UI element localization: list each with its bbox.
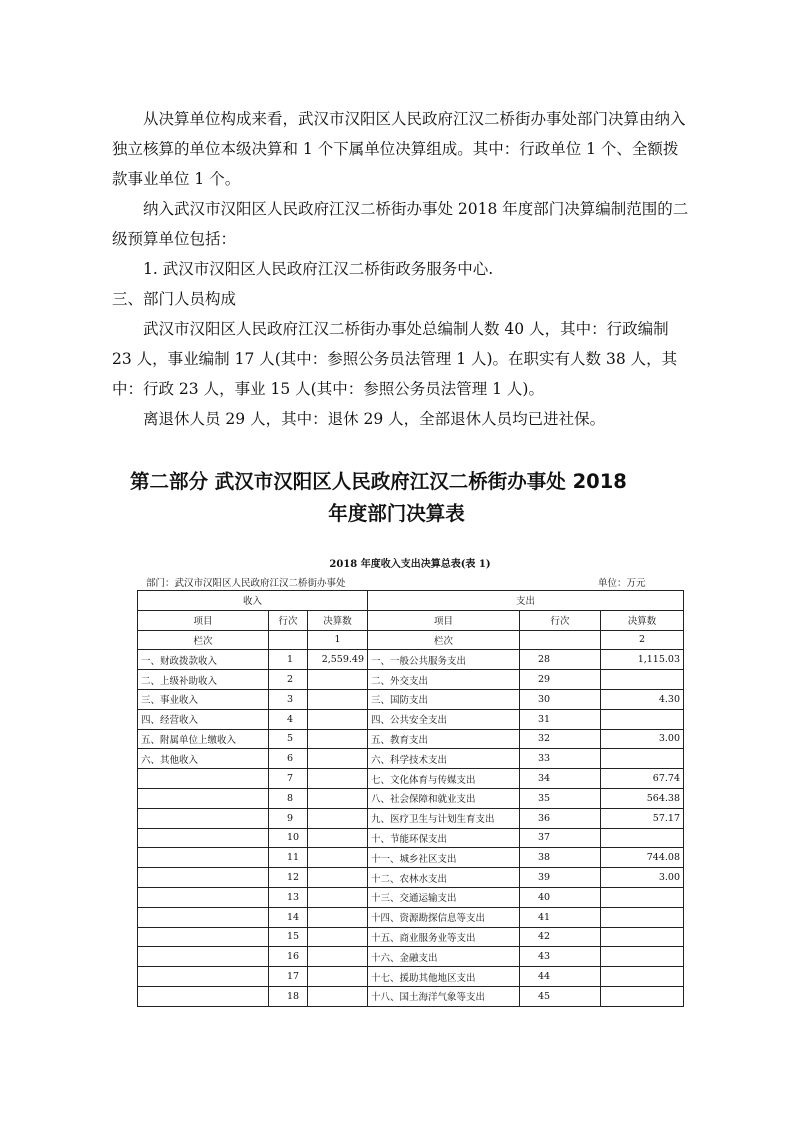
expense-amount: 57.17 — [601, 808, 684, 828]
expense-amount — [601, 927, 684, 947]
table-header-row — [138, 591, 684, 611]
expense-line: 32 — [520, 729, 601, 749]
expense-amount: 744.08 — [601, 848, 684, 868]
income-amount — [308, 887, 368, 907]
income-amount — [308, 927, 368, 947]
income-item — [138, 848, 269, 868]
income-line: 10 — [269, 828, 308, 848]
income-line: 12 — [269, 868, 308, 888]
income-item — [138, 788, 269, 808]
income-amount — [308, 848, 368, 868]
income-amount — [308, 947, 368, 967]
income-item — [138, 828, 269, 848]
income-amount — [308, 709, 368, 729]
part-two-heading-line2: 年度部门决算表 — [328, 502, 465, 525]
expense-item: 十八、国土海洋气象等支出 — [368, 986, 520, 1006]
lanci-2: 2 — [601, 630, 684, 650]
income-amount — [308, 907, 368, 927]
income-item: 四、经营收入 — [138, 709, 269, 729]
expense-line: 35 — [520, 788, 601, 808]
expense-amount: 3.00 — [601, 868, 684, 888]
table-unit: 单位：万元 — [598, 578, 646, 589]
table-row — [138, 828, 684, 848]
table-row — [138, 788, 684, 808]
income-line: 7 — [269, 769, 308, 789]
table-row — [138, 769, 684, 789]
expense-amount — [601, 828, 684, 848]
income-line: 1 — [269, 650, 308, 670]
lanci-empty-expense — [520, 630, 601, 650]
expense-amount — [601, 670, 684, 690]
expense-amount — [601, 986, 684, 1006]
part-two-heading — [100, 466, 693, 530]
income-amount — [308, 729, 368, 749]
expense-item: 十、节能环保支出 — [368, 828, 520, 848]
table-row — [138, 670, 684, 690]
table-title: 2018 年度收入支出决算总表(表 1) — [329, 559, 491, 570]
income-item — [138, 907, 269, 927]
paragraph-unit-composition: 从决算单位构成来看，武汉市汉阳区人民政府江汉二桥街办事处部门决算由纳入独立核算的单位本级决算和 1 个下属单位决算组成。其中：行政单位 1 个、全额拨款事业单位 1 个。 — [112, 110, 686, 188]
expense-line: 44 — [520, 967, 601, 987]
income-line: 11 — [269, 848, 308, 868]
income-line: 8 — [269, 788, 308, 808]
income-amount — [308, 769, 368, 789]
expense-item: 十三、交通运输支出 — [368, 887, 520, 907]
income-amount — [308, 967, 368, 987]
expense-item: 十七、援助其他地区支出 — [368, 967, 520, 987]
income-line: 18 — [269, 986, 308, 1006]
table-row — [138, 650, 684, 670]
part-two-heading-line1: 第二部分 武汉市汉阳区人民政府江汉二桥街办事处 2018 — [130, 470, 627, 493]
income-item — [138, 967, 269, 987]
section-heading-personnel: 三、部门人员构成 — [112, 290, 237, 308]
income-item — [138, 808, 269, 828]
income-item: 五、附属单位上缴收入 — [138, 729, 269, 749]
income-line: 14 — [269, 907, 308, 927]
expense-item: 十一、城乡社区支出 — [368, 848, 520, 868]
income-amount — [308, 689, 368, 709]
paragraph-secondary-units: 纳入武汉市汉阳区人民政府江汉二桥街办事处 2018 年度部门决算编制范围的二级预算单位包括： — [112, 200, 689, 248]
lanci-empty — [269, 630, 308, 650]
expense-line: 29 — [520, 670, 601, 690]
expense-amount — [601, 749, 684, 769]
expense-item: 十四、资源勘探信息等支出 — [368, 907, 520, 927]
income-amount — [308, 808, 368, 828]
expense-line: 37 — [520, 828, 601, 848]
expense-item: 五、教育支出 — [368, 729, 520, 749]
expense-amount: 1,115.03 — [601, 650, 684, 670]
table-row — [138, 749, 684, 769]
paragraph-secondary-unit-item: 1. 武汉市汉阳区人民政府江汉二桥街政务服务中心. — [143, 260, 494, 278]
table-row — [138, 986, 684, 1006]
expense-amount — [601, 907, 684, 927]
table-row — [138, 967, 684, 987]
paragraph-staffing: 武汉市汉阳区人民政府江汉二桥街办事处总编制人数 40 人，其中：行政编制 23 人，事业编制 17 人(其中：参照公务员法管理 1 人)。在职实有人数 38 人，其中：行政 23 人，事业 15 人(其中：参照公务员法管理 1 人)。 — [112, 320, 678, 398]
income-amount — [308, 670, 368, 690]
income-item: 六、其他收入 — [138, 749, 269, 769]
income-item — [138, 927, 269, 947]
column-header-row — [138, 610, 684, 630]
expense-amount: 67.74 — [601, 769, 684, 789]
col-header-item-expense: 项目 — [368, 610, 520, 630]
expense-item: 十五、商业服务业等支出 — [368, 927, 520, 947]
income-line: 13 — [269, 887, 308, 907]
paragraph-retirees: 离退休人员 29 人，其中：退休 29 人，全部退休人员均已进社保。 — [143, 410, 606, 428]
income-item: 三、事业收入 — [138, 689, 269, 709]
expense-item: 九、医疗卫生与计划生育支出 — [368, 808, 520, 828]
income-line: 16 — [269, 947, 308, 967]
expense-line: 36 — [520, 808, 601, 828]
income-amount — [308, 828, 368, 848]
intro-section — [112, 104, 692, 434]
expense-line: 34 — [520, 769, 601, 789]
expense-line: 39 — [520, 868, 601, 888]
expense-line: 45 — [520, 986, 601, 1006]
expense-item: 四、公共安全支出 — [368, 709, 520, 729]
table-row — [138, 947, 684, 967]
income-item — [138, 769, 269, 789]
expense-line: 43 — [520, 947, 601, 967]
income-line: 17 — [269, 967, 308, 987]
income-item — [138, 986, 269, 1006]
expense-item: 一、一般公共服务支出 — [368, 650, 520, 670]
table-row — [138, 848, 684, 868]
income-item — [138, 887, 269, 907]
income-line: 9 — [269, 808, 308, 828]
expense-line: 41 — [520, 907, 601, 927]
expense-item: 六、科学技术支出 — [368, 749, 520, 769]
expense-item: 八、社会保障和就业支出 — [368, 788, 520, 808]
table-row — [138, 927, 684, 947]
expense-line: 40 — [520, 887, 601, 907]
expense-item: 七、文化体育与传媒支出 — [368, 769, 520, 789]
income-amount — [308, 868, 368, 888]
expense-amount: 564.38 — [601, 788, 684, 808]
income-line: 15 — [269, 927, 308, 947]
expense-line: 33 — [520, 749, 601, 769]
table-row — [138, 689, 684, 709]
expense-line: 42 — [520, 927, 601, 947]
expense-item: 三、国防支出 — [368, 689, 520, 709]
income-line: 5 — [269, 729, 308, 749]
income-line: 6 — [269, 749, 308, 769]
expense-amount — [601, 709, 684, 729]
expense-line: 28 — [520, 650, 601, 670]
income-line: 3 — [269, 689, 308, 709]
income-item — [138, 868, 269, 888]
expense-line: 31 — [520, 709, 601, 729]
expense-line: 30 — [520, 689, 601, 709]
col-header-item: 项目 — [138, 610, 269, 630]
table-department: 部门：武汉市汉阳区人民政府江汉二桥街办事处 — [146, 578, 346, 589]
lanci-1: 1 — [308, 630, 368, 650]
expense-amount: 3.00 — [601, 729, 684, 749]
income-header: 收入 — [138, 591, 368, 611]
table-row — [138, 868, 684, 888]
income-amount — [308, 986, 368, 1006]
lanci-label: 栏次 — [138, 630, 269, 650]
income-line: 4 — [269, 709, 308, 729]
expense-amount — [601, 967, 684, 987]
table-row — [138, 887, 684, 907]
table-row — [138, 709, 684, 729]
income-item: 二、上级补助收入 — [138, 670, 269, 690]
col-header-amount: 决算数 — [308, 610, 368, 630]
income-expense-table — [137, 590, 684, 1007]
expense-item: 十二、农林水支出 — [368, 868, 520, 888]
lanci-label-expense: 栏次 — [368, 630, 520, 650]
table-row — [138, 907, 684, 927]
col-header-amount-expense: 决算数 — [601, 610, 684, 630]
expense-header: 支出 — [368, 591, 684, 611]
income-item — [138, 947, 269, 967]
col-header-line: 行次 — [269, 610, 308, 630]
expense-amount: 4.30 — [601, 689, 684, 709]
col-header-line-expense: 行次 — [520, 610, 601, 630]
income-line: 2 — [269, 670, 308, 690]
expense-amount — [601, 887, 684, 907]
expense-amount — [601, 947, 684, 967]
income-item: 一、财政拨款收入 — [138, 650, 269, 670]
income-amount — [308, 788, 368, 808]
table-row — [138, 729, 684, 749]
lanci-row — [138, 630, 684, 650]
expense-item: 十六、金融支出 — [368, 947, 520, 967]
expense-item: 二、外交支出 — [368, 670, 520, 690]
table-row — [138, 808, 684, 828]
income-amount: 2,559.49 — [308, 650, 368, 670]
expense-line: 38 — [520, 848, 601, 868]
income-amount — [308, 749, 368, 769]
